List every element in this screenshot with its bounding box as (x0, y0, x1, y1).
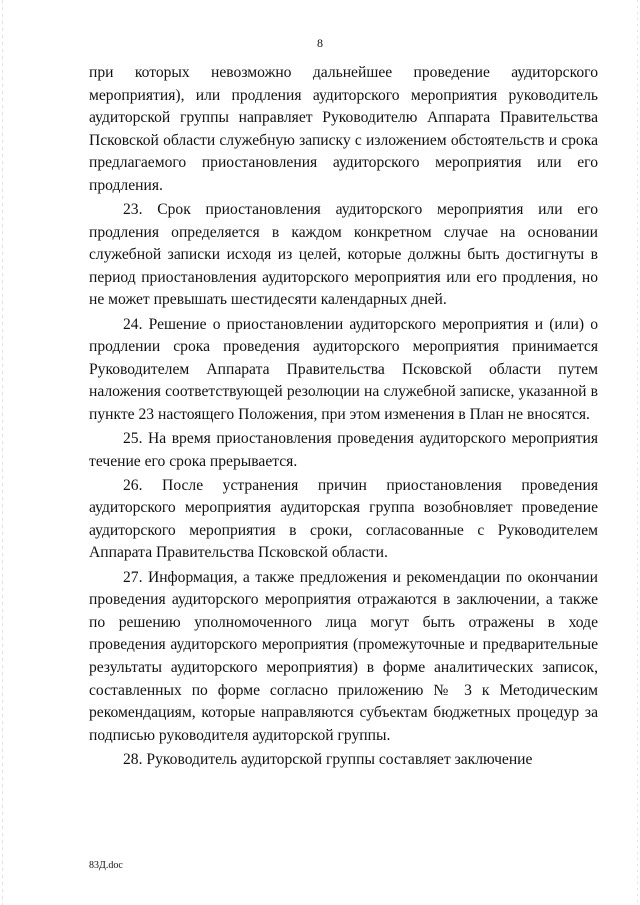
paragraph-26: 26. После устранения причин приостановления проведения аудиторского мероприятия аудиторская группа возобновляет проведение аудиторского мероприятия в сроки, согласованные с Руководителем Аппарата Правительства Псковской области. (89, 476, 598, 562)
footer-filename: 83Д.doc (89, 860, 123, 871)
scan-edge-right (637, 0, 638, 905)
page-number: 8 (317, 36, 323, 50)
paragraph-28: 28. Руководитель аудиторской группы составляет заключение (123, 750, 533, 768)
paragraph-24: 24. Решение о приостановлении аудиторского мероприятия и (или) о продлении срока проведения аудиторского мероприятия принимается Руководителем Аппарата Правительства Псковской области путем наложения соответствующей резолюции на служебной записке, указанной в пункте 23 настоящего Положения, при этом изменения в План не вносятся. (89, 315, 598, 423)
scan-edge-left (2, 0, 3, 905)
paragraph-23: 23. Срок приостановления аудиторского мероприятия или его продления определяется в каждом конкретном случае на основании служебной записки исходя из целей, которые должны быть достигнуты в период приостановления аудиторского мероприятия или его продления, но не может превышать шестидесяти календарных дней. (89, 201, 598, 309)
paragraph-27: 27. Информация, а также предложения и рекомендации по окончании проведения аудиторского мероприятия отражаются в заключении, а также по решению уполномоченного лица могут быть отражены в ходе проведения аудиторского мероприятия (промежуточные и предварительные результаты аудиторского мероприятия) в форме аналитических записок, составленных по форме согласно приложению № 3 к Методическим рекомендациям, которые направляются субъектам бюджетных процедур за подписью руководителя аудиторской группы. (89, 568, 598, 744)
paragraph-continuation: при которых невозможно дальнейшее проведение аудиторского мероприятия), или продления аудиторского мероприятия руководитель аудиторской группы направляет Руководителю Аппарата Правительства Псковской области служебную записку с изложением обстоятельств и срока предлагаемого приостановления аудиторского мероприятия или его продления. (89, 64, 598, 194)
paragraph-25: 25. На время приостановления проведения аудиторского мероприятия течение его срока прерывается. (89, 430, 598, 470)
document-body (89, 62, 598, 773)
